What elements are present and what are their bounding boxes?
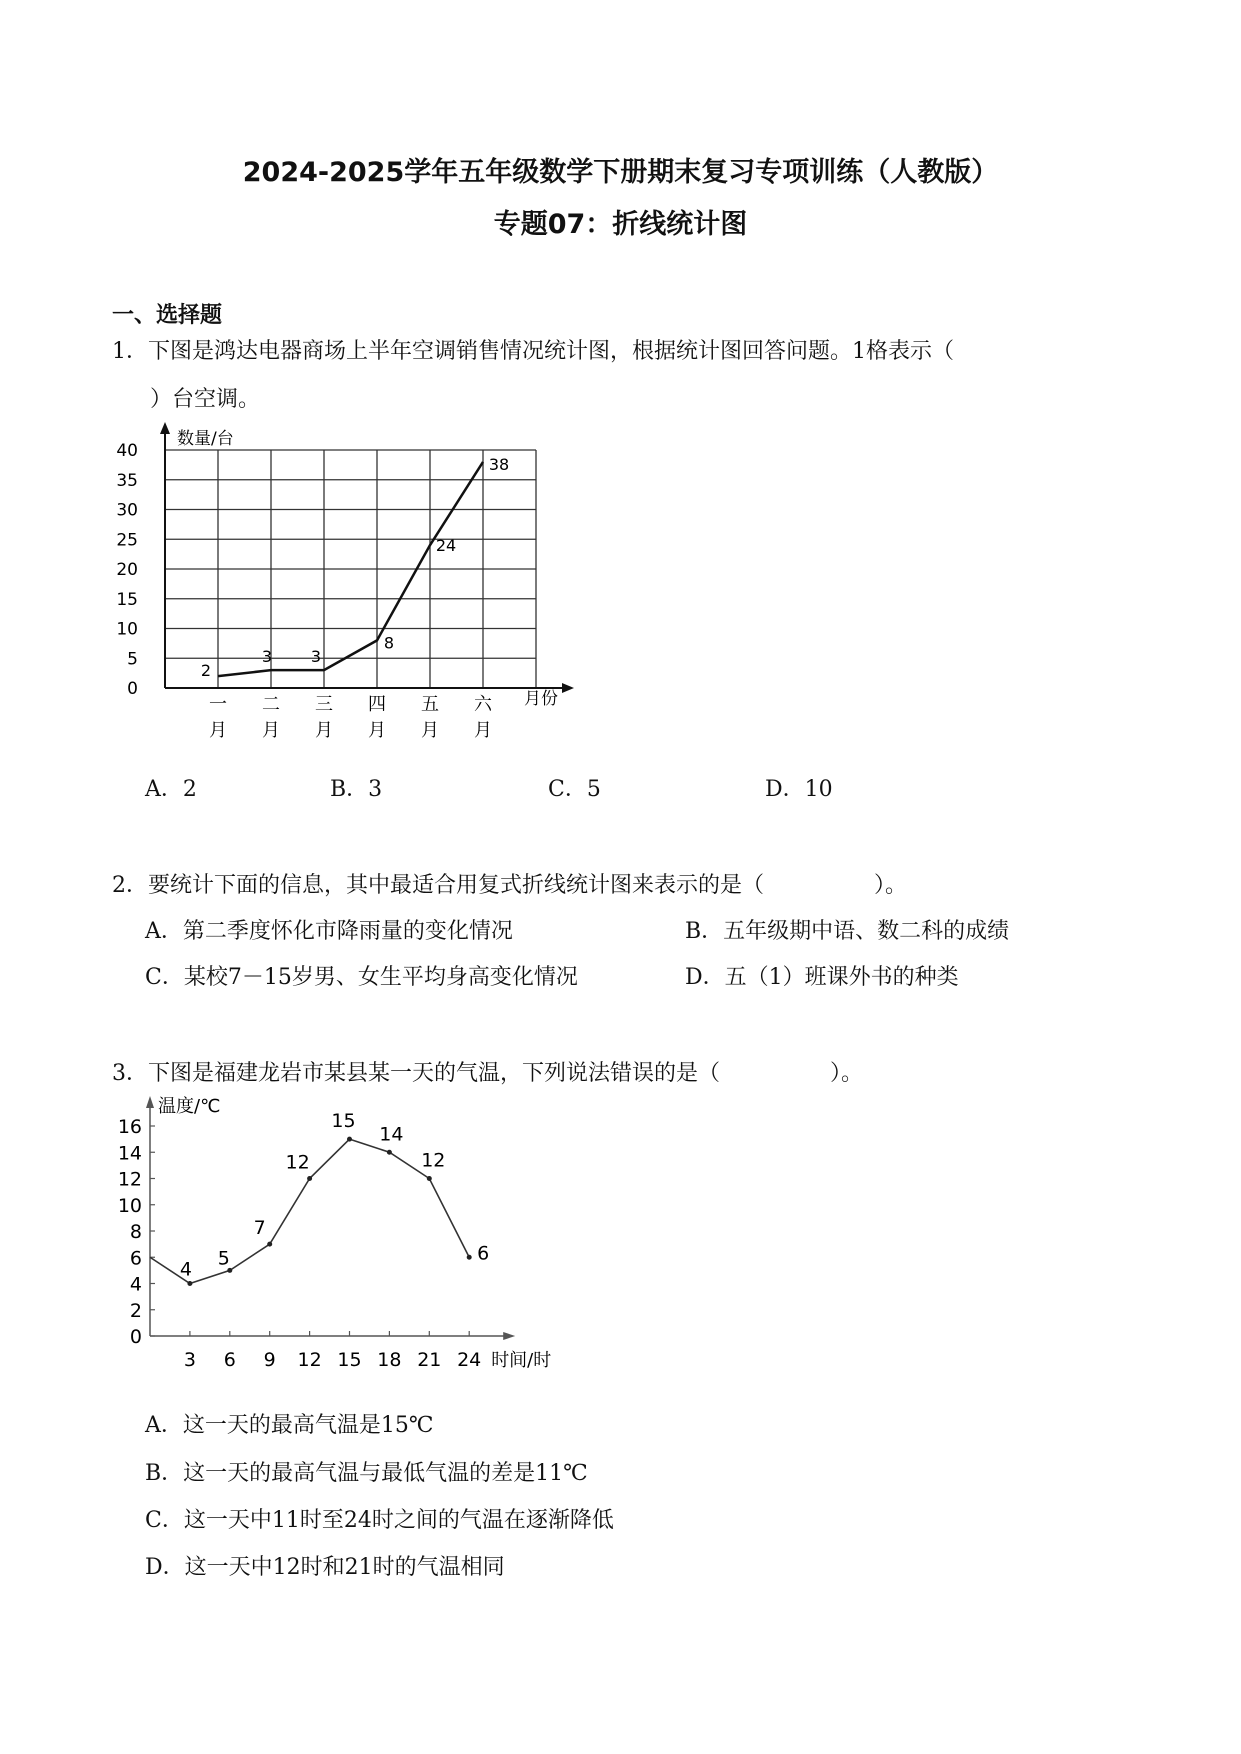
y-tick-label: 20: [116, 560, 138, 580]
q3-option-c[interactable]: C．这一天中11时至24时之间的气温在逐渐降低: [145, 1508, 614, 1533]
data-label: 8: [383, 633, 395, 653]
x-tick-label: 三: [315, 694, 333, 715]
x-tick-label: 9: [263, 1349, 276, 1371]
y-tick-label: 0: [129, 1326, 142, 1348]
x-axis-arrow: [562, 683, 574, 693]
q1-option-b[interactable]: B．3: [330, 777, 383, 802]
y-tick-label: 8: [129, 1221, 142, 1243]
x-tick-label: 15: [337, 1349, 362, 1371]
data-label: 24: [435, 536, 457, 556]
x-tick-label-unit: 月: [315, 720, 333, 741]
x-tick-label: 二: [262, 694, 280, 715]
q3-text: 3．下图是福建龙岩市某县某一天的气温，下列说法错误的是（ ）。: [112, 1061, 863, 1086]
y-tick-label: 5: [127, 649, 138, 670]
data-label: 38: [488, 454, 510, 474]
data-point: [467, 1255, 472, 1260]
y-axis-label: 温度/℃: [158, 1096, 221, 1117]
temperature-line-chart: [110, 1090, 610, 1400]
x-tick-label: 6: [223, 1349, 236, 1371]
y-tick-label: 40: [116, 441, 138, 461]
page-title: 2024-2025学年五年级数学下册期末复习专项训练（人教版）: [242, 157, 999, 188]
x-tick-label-unit: 月: [262, 720, 280, 741]
x-tick-label-unit: 月: [421, 720, 439, 741]
y-tick-label: 2: [129, 1299, 142, 1322]
data-label: 12: [421, 1149, 446, 1172]
x-tick-label: 12: [297, 1349, 322, 1371]
y-tick-label: 4: [129, 1273, 142, 1296]
q1-option-a[interactable]: A．2: [145, 777, 197, 802]
q3-option-b[interactable]: B．这一天的最高气温与最低气温的差是11℃: [145, 1461, 588, 1486]
q1-text-line2: ）台空调。: [150, 387, 261, 412]
y-tick-label: 10: [116, 619, 138, 640]
data-label: 7: [253, 1217, 266, 1240]
data-label: 3: [310, 647, 322, 667]
data-label: 3: [261, 647, 273, 667]
x-axis-label: 月份: [524, 689, 558, 709]
data-point: [187, 1281, 192, 1286]
data-point: [267, 1242, 272, 1247]
x-tick-label: 六: [474, 694, 492, 715]
y-tick-label: 30: [116, 500, 138, 521]
q1-option-d[interactable]: D．10: [765, 777, 833, 802]
q2-option-c[interactable]: C．某校7－15岁男、女生平均身高变化情况: [145, 965, 578, 990]
x-tick-label: 四: [368, 694, 386, 715]
x-axis-label: 时间/时: [491, 1350, 552, 1371]
x-tick-label-unit: 月: [474, 720, 492, 741]
q2-text: 2．要统计下面的信息，其中最适合用复式折线统计图来表示的是（ ）。: [112, 873, 907, 898]
x-tick-label: 3: [183, 1349, 196, 1371]
x-tick-label-unit: 月: [368, 720, 386, 741]
sales-line-chart: [110, 420, 580, 750]
data-label: 6: [477, 1242, 490, 1265]
x-tick-label: 五: [421, 694, 439, 715]
y-axis-label: 数量/台: [177, 429, 234, 449]
q2-option-d[interactable]: D．五（1）班课外书的种类: [685, 965, 959, 990]
data-label: 2: [200, 661, 212, 681]
y-tick-label: 6: [129, 1247, 142, 1270]
data-point: [387, 1150, 392, 1155]
y-axis-arrow: [146, 1096, 154, 1108]
y-tick-label: 35: [116, 470, 138, 491]
y-tick-label: 15: [116, 589, 138, 610]
data-label: 12: [285, 1151, 310, 1174]
page-subtitle: 专题07：折线统计图: [493, 209, 748, 240]
x-tick-label: 21: [417, 1349, 442, 1371]
y-tick-label: 16: [117, 1116, 142, 1138]
data-label: 4: [179, 1258, 192, 1281]
q2-option-a[interactable]: A．第二季度怀化市降雨量的变化情况: [145, 919, 513, 944]
data-label: 5: [217, 1247, 230, 1270]
q1-text-line1: 1．下图是鸿达电器商场上半年空调销售情况统计图，根据统计图回答问题。1格表示（: [112, 339, 954, 364]
y-tick-label: 25: [116, 530, 138, 551]
q3-option-d[interactable]: D．这一天中12时和21时的气温相同: [145, 1555, 505, 1580]
section-heading: 一、选择题: [112, 303, 223, 328]
data-point: [427, 1176, 432, 1181]
y-tick-label: 14: [117, 1142, 142, 1165]
data-point: [347, 1137, 352, 1142]
data-point: [307, 1176, 312, 1181]
y-tick-label: 12: [117, 1168, 142, 1191]
x-tick-label: 24: [457, 1349, 482, 1371]
x-tick-label: 一: [209, 694, 227, 715]
q3-option-a[interactable]: A．这一天的最高气温是15℃: [145, 1413, 434, 1438]
x-axis-arrow: [503, 1332, 515, 1340]
x-tick-label: 18: [377, 1349, 402, 1371]
y-tick-label: 0: [127, 679, 138, 699]
x-tick-label-unit: 月: [209, 720, 227, 741]
y-tick-label: 10: [117, 1194, 142, 1217]
data-label: 15: [331, 1110, 356, 1133]
data-label: 14: [379, 1123, 404, 1146]
y-axis-arrow: [160, 422, 170, 434]
q2-option-b[interactable]: B．五年级期中语、数二科的成绩: [685, 919, 1010, 944]
q1-option-c[interactable]: C．5: [548, 777, 601, 802]
